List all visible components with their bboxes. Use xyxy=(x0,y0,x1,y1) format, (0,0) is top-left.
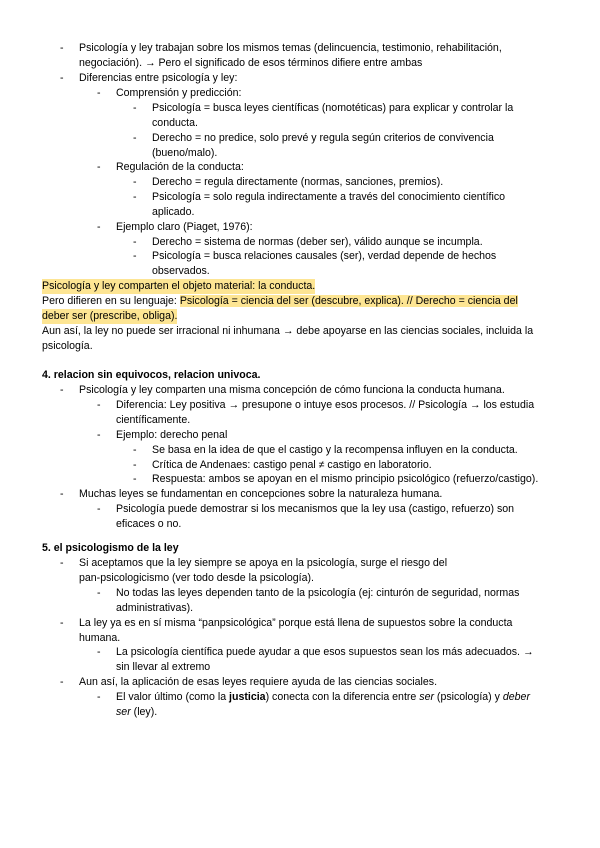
italic-term: ser xyxy=(419,691,434,703)
bullet-dash: - xyxy=(60,557,64,569)
bullet-dash: - xyxy=(133,444,137,456)
text-line: sin llevar al extremo xyxy=(116,661,211,673)
text-line xyxy=(116,690,530,705)
text-fragment: (psicología) y xyxy=(433,691,503,703)
bullet-dash: - xyxy=(133,473,137,485)
text-line: Respuesta: ambos se apoyan en el mismo principio psicológico (refuerzo/castigo). xyxy=(152,473,539,485)
text-line xyxy=(42,294,518,309)
italic-term: deber xyxy=(502,691,530,703)
section-heading: 4. relacion sin equivocos, relacion univoca. xyxy=(42,369,261,381)
bullet-dash: - xyxy=(97,646,101,658)
text-line: No todas las leyes dependen tanto de la psicología (ej: cinturón de seguridad, normas xyxy=(116,587,520,599)
italic-term: ser xyxy=(116,706,131,718)
text-line: Ejemplo: derecho penal xyxy=(116,429,228,441)
text-line: Psicología = busca relaciones causales (ser), verdad depende de hechos xyxy=(152,250,497,262)
text-line: humana. xyxy=(79,632,121,644)
text-line: La psicología científica puede ayudar a que esos supuestos sean los más adecuados. → xyxy=(116,646,534,658)
bullet-dash: - xyxy=(60,384,64,396)
text-line: Muchas leyes se fundamentan en concepciones sobre la naturaleza humana. xyxy=(79,488,443,500)
text-line: Derecho = regula directamente (normas, sanciones, premios). xyxy=(152,176,444,188)
bullet-dash: - xyxy=(133,102,137,114)
text-line: científicamente. xyxy=(116,414,191,426)
text-line xyxy=(116,705,157,720)
text-line: Psicología = solo regula indirectamente a través del conocimiento científico xyxy=(152,191,506,203)
text-line: Diferencias entre psicología y ley: xyxy=(79,72,238,84)
bullet-dash: - xyxy=(97,399,101,411)
bullet-dash: - xyxy=(97,161,101,173)
bullet-dash: - xyxy=(133,191,137,203)
text-line: psicología. xyxy=(42,340,93,352)
bullet-dash: - xyxy=(97,429,101,441)
text-line: Ejemplo claro (Piaget, 1976): xyxy=(116,221,253,233)
text-line: Psicología = busca leyes científicas (nomotéticas) para explicar y controlar la xyxy=(152,102,514,114)
text-line: negociación). → Pero el significado de esos términos difiere entre ambas xyxy=(79,57,423,69)
text-line: Psicología y ley trabajan sobre los mismos temas (delincuencia, testimonio, rehabilitación, xyxy=(79,42,502,54)
bullet-dash: - xyxy=(97,87,101,99)
bold-term: justicia xyxy=(229,691,266,703)
text-line: Aun así, la aplicación de esas leyes requiere ayuda de las ciencias sociales. xyxy=(79,676,438,688)
bullet-dash: - xyxy=(60,676,64,688)
bullet-dash: - xyxy=(97,587,101,599)
text-line: Derecho = no predice, solo prevé y regula según criterios de convivencia xyxy=(152,132,494,144)
text-fragment: El valor último (como la xyxy=(116,691,230,703)
bullet-dash: - xyxy=(133,132,137,144)
text-line: La ley ya es en sí misma “panpsicológica” porque está llena de supuestos sobre la conducta xyxy=(79,617,513,629)
bullet-dash: - xyxy=(133,236,137,248)
text-line: Si aceptamos que la ley siempre se apoya en la psicología, surge el riesgo del xyxy=(79,557,448,569)
text-line: Aun así, la ley no puede ser irracional ni inhumana → debe apoyarse en las ciencias sociales, incluida la xyxy=(42,325,534,337)
text-line: Comprensión y predicción: xyxy=(116,87,242,99)
text-line: (bueno/malo). xyxy=(152,147,218,159)
text-fragment: (ley). xyxy=(130,706,158,718)
text-line: aplicado. xyxy=(152,206,195,218)
text-fragment: ) conecta con la diferencia entre xyxy=(265,691,420,703)
bullet-dash: - xyxy=(60,617,64,629)
text-line: administrativas). xyxy=(116,602,194,614)
text-line: Derecho = sistema de normas (deber ser), válido aunque se incumpla. xyxy=(152,236,483,248)
text-fragment: Pero difieren en su lenguaje: xyxy=(42,295,180,307)
text-line: Crítica de Andenaes: castigo penal ≠ castigo en laboratorio. xyxy=(152,459,432,471)
highlighted-text: Psicología = ciencia del ser (descubre, explica). // Derecho = ciencia del xyxy=(179,295,518,307)
highlighted-text: Psicología y ley comparten el objeto material: la conducta. xyxy=(42,280,316,292)
text-line: Se basa en la idea de que el castigo y la recompensa influyen en la conducta. xyxy=(152,444,518,456)
bullet-dash: - xyxy=(60,42,64,54)
text-line: conducta. xyxy=(152,117,198,129)
text-line: Psicología y ley comparten una misma concepción de cómo funciona la conducta humana. xyxy=(79,384,505,396)
text-line: pan-psicologicismo (ver todo desde la psicología). xyxy=(79,572,314,584)
bullet-dash: - xyxy=(133,176,137,188)
bullet-dash: - xyxy=(60,488,64,500)
highlighted-text: deber ser (prescribe, obliga). xyxy=(42,310,178,322)
text-line: Psicología puede demostrar si los mecanismos que la ley usa (castigo, refuerzo) son xyxy=(116,503,515,515)
text-line: Diferencia: Ley positiva → presupone o intuye esos procesos. // Psicología → los estudia xyxy=(116,399,535,411)
bullet-dash: - xyxy=(97,503,101,515)
bullet-dash: - xyxy=(133,459,137,471)
bullet-dash: - xyxy=(97,221,101,233)
bullet-dash: - xyxy=(133,250,137,262)
text-line: observados. xyxy=(152,265,210,277)
section-heading: 5. el psicologismo de la ley xyxy=(42,542,179,554)
text-line: Regulación de la conducta: xyxy=(116,161,244,173)
bullet-dash: - xyxy=(97,691,101,703)
text-line: eficaces o no. xyxy=(116,518,182,530)
bullet-dash: - xyxy=(60,72,64,84)
